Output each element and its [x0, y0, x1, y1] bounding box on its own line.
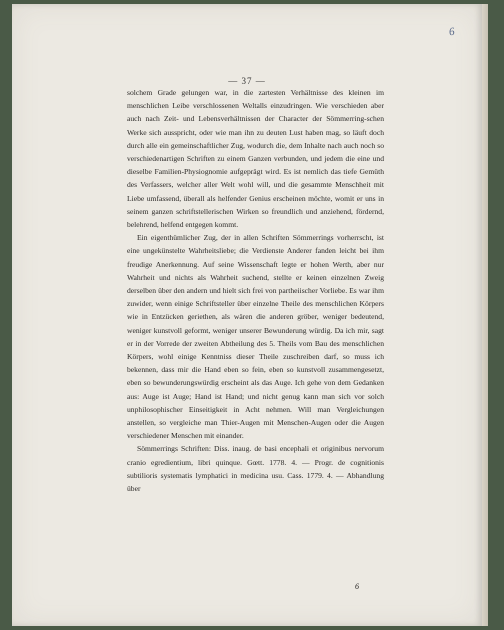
page-edge	[482, 4, 488, 626]
book-page	[12, 4, 483, 626]
page-number: — 37 —	[228, 76, 266, 86]
handwritten-folio: 6	[447, 25, 455, 39]
signature-mark: 6	[355, 582, 359, 591]
paragraph-3: Sömmerrings Schriften: Diss. inaug. de basi encephali et originibus nervorum cranio egredientium, libri quinque. Gœtt. 1778. 4. — Progr. de cognitionis subtilioris systematis lymphatici in medicina usu. Cass. 1779. 4. — Abhandlung über	[127, 444, 384, 494]
body-text	[127, 86, 384, 495]
paragraph-2: Ein eigenthümlicher Zug, der in allen Schriften Sömmerrings vorherrscht, ist eine ungekünstelte Wahrheitsliebe; die Verdienste Anderer fanden leicht bei ihm freudige Anerkennung. Auf seine Wissenschaft legte er hohen Werth, aber nur Wahrheit und nichts als Wahrheit suchend, stellte er keinen einzelnen Zweig derselben über den andern und hielt sich frei von partheiischer Vorliebe. Es war ihm zuwider, wenn einige Schriftsteller über einzelne Theile des menschlichen Körpers wie in Entzücken geriethen, als wären die anderen gröber, weniger bedeutend, weniger kunstvoll geformt, weniger unserer Bewunderung würdig. Da ich mir, sagt er in der Vorrede der zweiten Abtheilung des 5. Theils vom Bau des menschlichen Körpers, wohl einige Kenntniss dieser Theile zuschreiben darf, so muss ich bekennen, dass mir die Hand eben so fein, eben so kunstvoll zusammengesetzt, eben so bewunderungswürdig erscheint als das Auge. Ich gehe von dem Gedanken aus: Auge ist Auge; Hand ist Hand; und nicht genug kann man sich vor solch unphilosophischer Einseitigkeit in Acht nehmen. Will man Vergleichungen anstellen, so vergleiche man Thier-Augen mit Menschen-Augen oder die Augen verschiedener Menschen mit einander.	[127, 233, 384, 441]
paragraph-1: solchem Grade gelungen war, in die zartesten Verhältnisse des kleinen im menschlichen Leibe verschlossenen Weltalls einzudringen. Wie verschieden aber auch nach Zeit- und Lebensverhältnissen der Character der Sömmerring-schen Werke sich ausspricht, oder wie man ihn zu deuten Lust haben mag, so läuft doch durch alle ein gemeinschaftlicher Zug, wodurch die, dem Inhalte nach auch noch so verschiedenartigen Schriften zu einem Ganzen verbunden, und jedem die eine und dieselbe Familien-Physiognomie aufgeprägt wird. Es ist nemlich das tiefe Gemüth des Verfassers, welcher aller Welt wohl will, und die gesammte Menschheit mit Liebe umfassend, überall als helfender Genius erscheinen möchte, womit er uns in seinem ganzen schriftstellerischen Wirken so freundlich und anziehend, fördernd, belehrend, helfend entgegen kommt.	[127, 88, 384, 230]
